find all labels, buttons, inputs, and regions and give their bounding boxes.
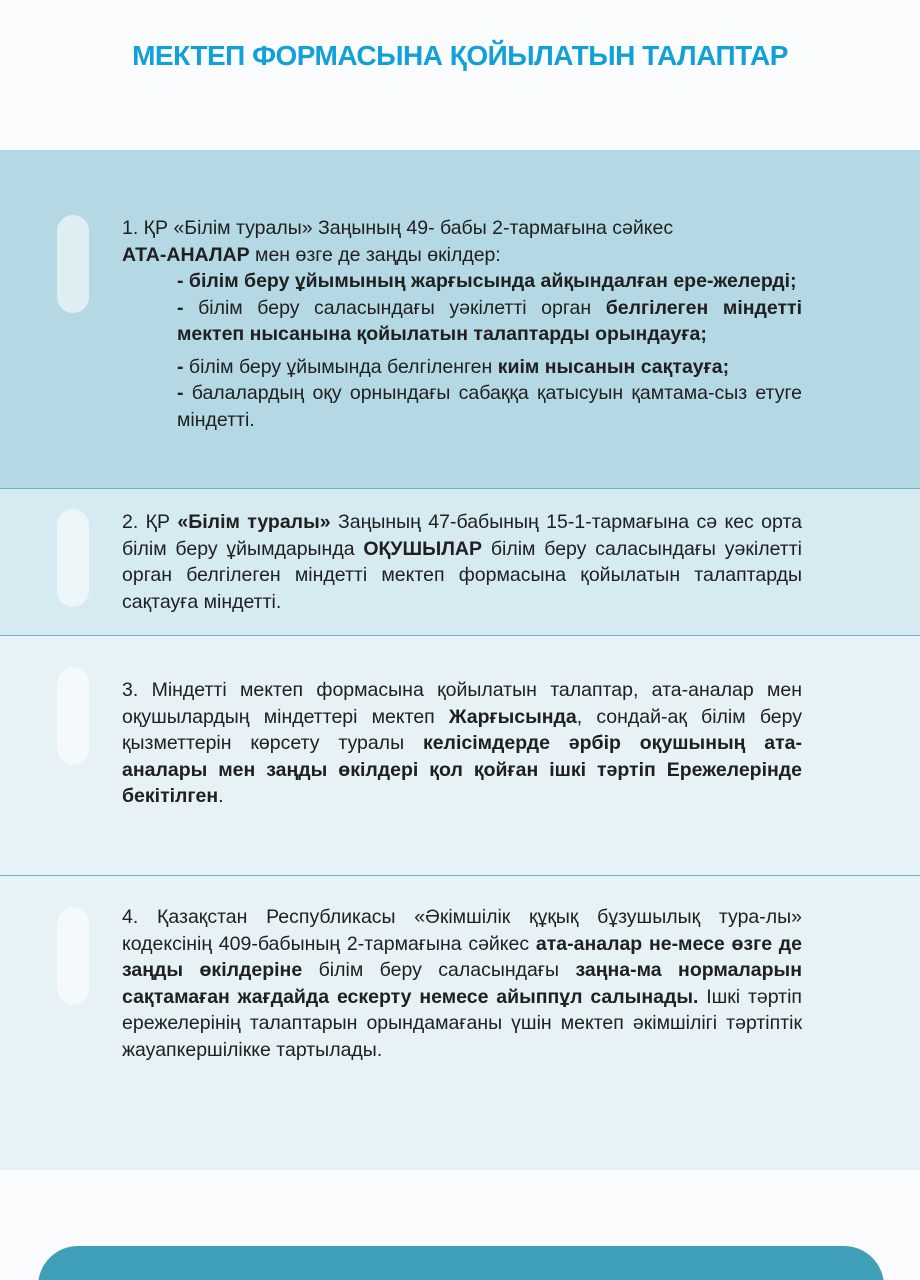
section-4-bold: ата-аналар не-месе өзге де заңды өкілдеріне [122, 932, 802, 981]
section-1-text [122, 215, 802, 433]
section-3-part: , сондай-ақ білім беру қызметтерін көрсету туралы [122, 705, 802, 754]
section-4 [0, 875, 920, 1170]
section-3 [0, 635, 920, 875]
section-2-part: Заңының 47-бабының 15-1-тармағына сә кес орта білім беру ұйымдарында [122, 511, 803, 560]
section-1 [0, 150, 920, 488]
list-dash: - [177, 296, 199, 319]
list-dash: - [177, 355, 189, 378]
section-2-bold: «Білім туралы» [177, 511, 331, 533]
students-heading: ОҚУШЫЛАР [363, 537, 483, 560]
list-item-2-text: білім беру саласындағы уәкілетті орган [198, 296, 606, 319]
section-3-part: . [218, 785, 224, 807]
bottom-banner [38, 1246, 884, 1280]
page-title: МЕКТЕП ФОРМАСЫНА ҚОЙЫЛАТЫН ТАЛАПТАР [132, 40, 788, 71]
parents-heading: АТА-АНАЛАР [122, 243, 250, 266]
section-marker [57, 215, 89, 313]
section-2-part: 2. ҚР [122, 511, 178, 533]
list-dash: - [177, 382, 192, 404]
list-item-3-bold: киім нысанын сақтауға; [497, 355, 730, 378]
section-marker [57, 907, 89, 1005]
section-2 [0, 488, 920, 635]
section-3-part: 3. Міндетті мектеп формасына қойылатын талаптар, ата-аналар мен оқушылардың міндеттері мектеп [122, 679, 802, 728]
list-dash: - [177, 270, 189, 292]
section-1-intro-cont: мен өзге де заңды өкілдер: [249, 243, 501, 266]
section-1-intro: 1. ҚР «Білім туралы» Заңының 49- бабы 2-тармағына сәйкес [122, 217, 674, 239]
section-2-text [122, 509, 802, 615]
list-item-2-bold: белгілеген міндетті мектеп нысанына қойылатын талаптарды орындауға; [177, 296, 802, 345]
section-4-part: Ішкі тәртіп ережелерінің талаптарын орындамағаны үшін мектеп әкімшілігі тәртіптік жауапкершілікке тартылады. [122, 985, 802, 1061]
section-2-part: білім беру саласындағы уәкілетті орган белгілеген міндетті мектеп формасына қойылатын талаптарды сақтауға міндетті. [122, 537, 802, 613]
section-3-text [122, 677, 802, 810]
section-marker [57, 667, 89, 765]
list-item-4-text: балалардың оқу орнындағы сабаққа қатысуын қамтама-сыз етуге міндетті. [177, 382, 802, 431]
section-4-part: 4. Қазақстан Республикасы «Әкімшілік құқық бұзушылық тура-лы» кодексінің 409-бабының 2-тармағына сәйкес [122, 906, 802, 955]
section-3-bold: Жарғысында [448, 705, 577, 728]
section-4-text [122, 904, 802, 1063]
list-item-3-text: білім беру ұйымында белгіленген [188, 355, 498, 378]
section-4-part: білім беру саласындағы [302, 959, 576, 981]
list-item-1: білім беру ұйымының жарғысында айқындалған ере-желерді; [188, 270, 797, 292]
section-marker [57, 509, 89, 607]
section-3-bold: келісімдерде әрбір оқушының ата-аналары мен заңды өкілдері қол қойған ішкі тәртіп Ережелерінде бекітілген [122, 732, 802, 807]
section-4-bold: заңна-ма нормаларын сақтамаған жағдайда ескерту немесе айыппұл салынады. [122, 959, 802, 1008]
